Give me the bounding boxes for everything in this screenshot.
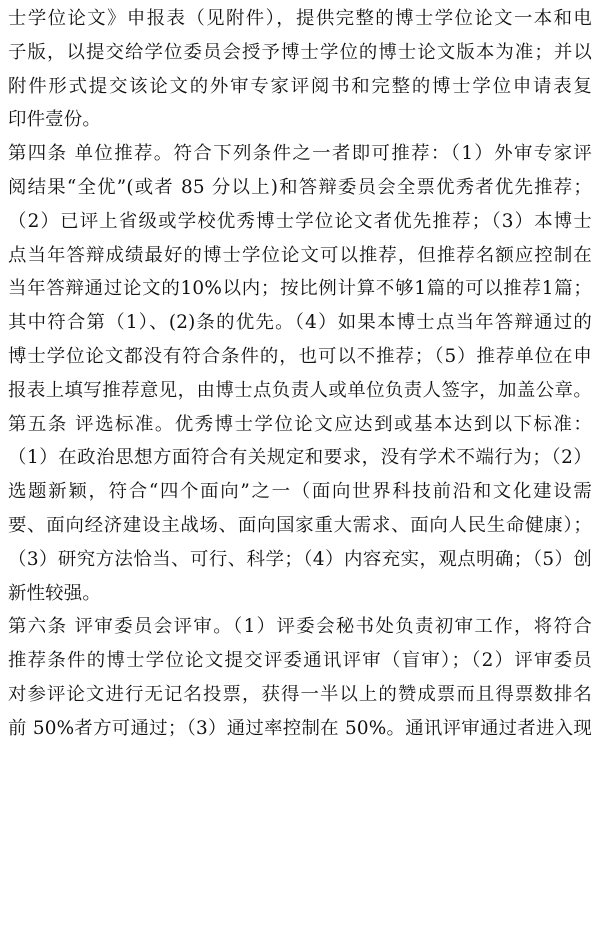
- text-line-11: 博士学位论文都没有符合条件的，也可以不推荐；（5）推荐单位在申: [8, 345, 592, 367]
- text-line-10: 其中符合第（1）、(2)条的优先。（4）如果本博士点当年答辩通过的: [8, 312, 592, 334]
- article-4-heading-line: 第四条 单位推荐。符合下列条件之一者即可推荐：（1）外审专家评: [8, 143, 592, 165]
- text-line-21: 对参评论文进行无记名投票，获得一半以上的赞成票而且得票数排名: [8, 683, 592, 705]
- article-5-heading-line: 第五条 评选标准。优秀博士学位论文应达到或基本达到以下标准：: [8, 413, 592, 435]
- text-line-22: 前 50%者方可通过；（3）通过率控制在 50%。通讯评审通过者进入现: [8, 717, 592, 739]
- text-line-15: 选题新颖，符合“四个面向”之一（面向世界科技前沿和文化建设需: [8, 481, 592, 503]
- text-line-16: 要、面向经济建设主战场、面向国家重大需求、面向人民生命健康）；: [8, 514, 592, 536]
- text-line-2: 子版，以提交给学位委员会授予博士学位的博士论文版本为准；并以: [8, 41, 592, 63]
- text-line-14: （1）在政治思想方面符合有关规定和要求，没有学术不端行为；（2）: [8, 447, 592, 469]
- text-line-1: 士学位论文》申报表（见附件），提供完整的博士学位论文一本和电: [8, 8, 592, 29]
- text-line-4: 印件壹份。: [8, 109, 101, 131]
- text-line-6: 阅结果“全优”(或者 85 分以上)和答辩委员会全票优秀者优先推荐；: [8, 176, 592, 198]
- text-line-3: 附件形式提交该论文的外审专家评阅书和完整的博士学位申请表复: [8, 75, 592, 97]
- text-line-20: 推荐条件的博士学位论文提交评委通讯评审（盲审）；（2）评审委员: [8, 650, 592, 672]
- text-line-12: 报表上填写推荐意见，由博士点负责人或单位负责人签字，加盖公章。: [8, 379, 592, 401]
- text-line-7: （2）已评上省级或学校优秀博士学位论文者优先推荐；（3）本博士: [8, 210, 592, 232]
- text-line-9: 当年答辩通过论文的10%以内；按比例计算不够1篇的可以推荐1篇；: [8, 278, 592, 300]
- article-6-heading-line: 第六条 评审委员会评审。（1）评委会秘书处负责初审工作，将符合: [8, 616, 592, 638]
- text-line-17: （3）研究方法恰当、可行、科学；（4）内容充实，观点明确；（5）创: [8, 548, 592, 570]
- text-line-8: 点当年答辩成绩最好的博士学位论文可以推荐，但推荐名额应控制在: [8, 244, 592, 266]
- text-line-18: 新性较强。: [8, 582, 101, 604]
